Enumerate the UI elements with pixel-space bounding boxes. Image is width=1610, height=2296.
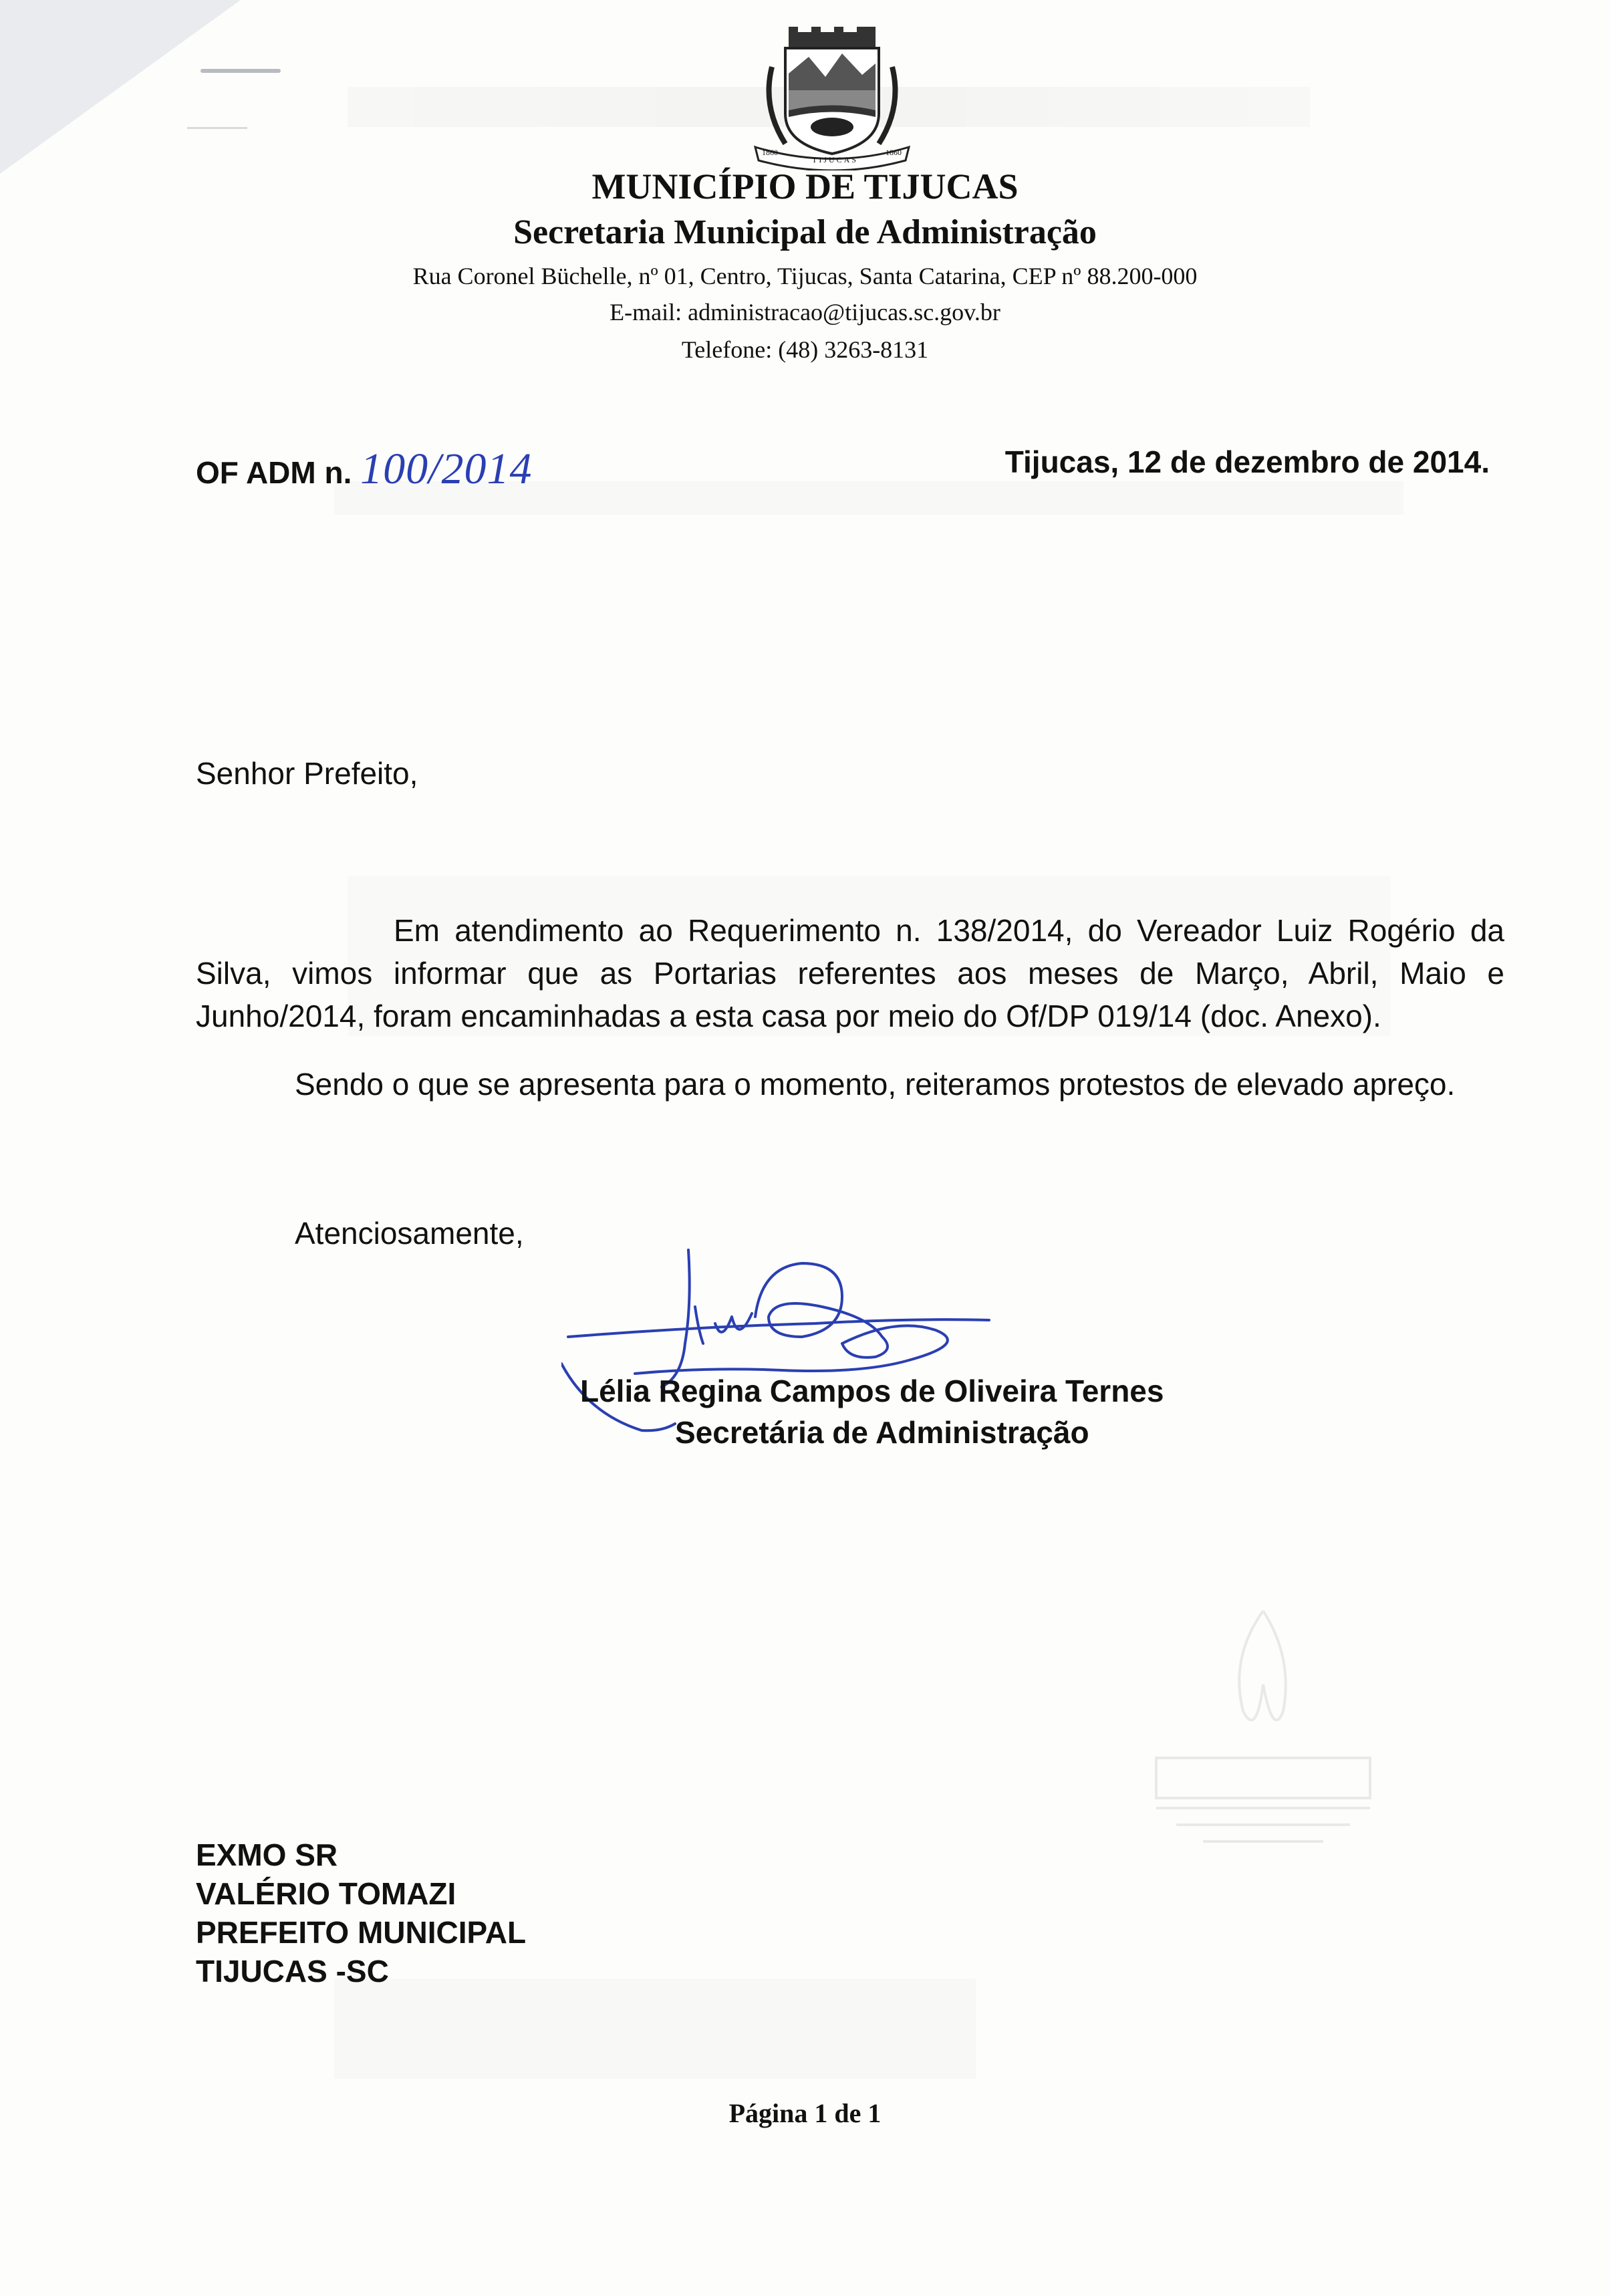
body-paragraph: Em atendimento ao Requerimento n. 138/2014, do Vereador Luiz Rogério da Silva, vimos informar que as Portarias referentes aos meses de Março, Abril, Maio e Junho/2014, foram encaminhadas a esta casa por meio do Of/DP 019/14 (doc. Anexo). xyxy=(196,913,1504,1033)
crest-year-left: 1860 xyxy=(762,148,778,157)
handwritten-office-number: 100/2014 xyxy=(360,444,533,493)
scan-artifact xyxy=(200,69,281,73)
body-paragraph: Sendo o que se apresenta para o momento, reiteramos protestos de elevado apreço. xyxy=(295,1067,1456,1102)
municipality-title: MUNICÍPIO DE TIJUCAS xyxy=(591,166,1019,207)
salutation: Senhor Prefeito, xyxy=(196,756,418,791)
addressee-line: TIJUCAS -SC xyxy=(196,1954,389,1989)
office-reference xyxy=(196,444,533,495)
stamp-show-through xyxy=(1150,1604,1377,1852)
letter-date: Tijucas, 12 de dezembro de 2014. xyxy=(1004,444,1490,479)
scan-corner-fold xyxy=(0,0,241,174)
office-reference-prefix: OF ADM n. xyxy=(196,455,352,490)
signatory-name: Lélia Regina Campos de Oliveira Ternes xyxy=(580,1374,1164,1408)
scan-artifact xyxy=(187,127,247,129)
crest-year-right: 1860 xyxy=(886,148,902,157)
letterhead-address: Rua Coronel Büchelle, nº 01, Centro, Tijucas, Santa Catarina, CEP nº 88.200-000 xyxy=(412,263,1198,289)
page-number: Página 1 de 1 xyxy=(728,2098,882,2128)
closing-phrase: Atenciosamente, xyxy=(295,1216,524,1251)
letterhead-email: E-mail: administracao@tijucas.sc.gov.br xyxy=(610,299,1000,326)
letterhead-phone: Telefone: (48) 3263-8131 xyxy=(681,336,929,363)
addressee-line: VALÉRIO TOMAZI xyxy=(196,1876,456,1911)
secretariat-title: Secretaria Municipal de Administração xyxy=(513,213,1097,251)
show-through-block xyxy=(334,1979,976,2079)
addressee-line: PREFEITO MUNICIPAL xyxy=(196,1915,527,1950)
signatory-role: Secretária de Administração xyxy=(675,1415,1089,1450)
addressee-line: EXMO SR xyxy=(196,1837,338,1872)
crest-ribbon-text: TIJUCAS xyxy=(812,155,859,164)
